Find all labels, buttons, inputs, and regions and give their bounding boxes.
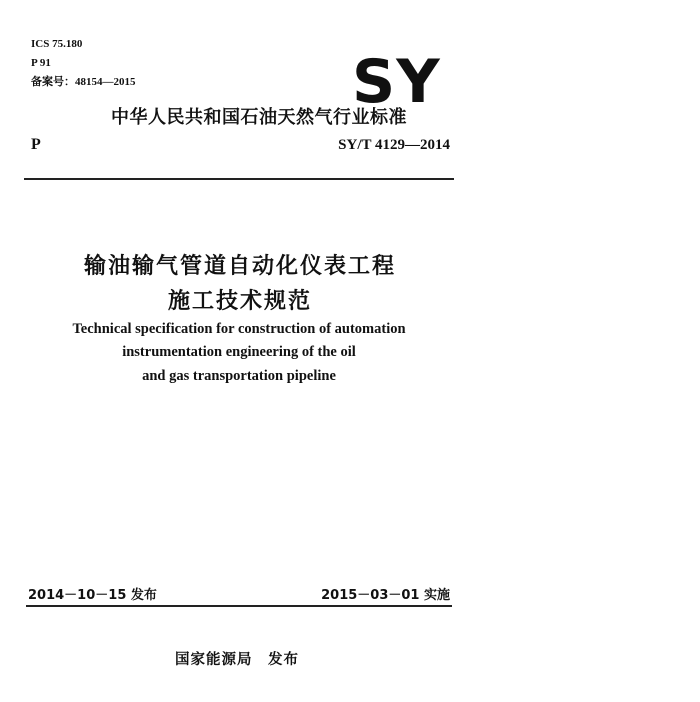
standard-title: 中华人民共和国石油天然气行业标准: [111, 107, 407, 128]
title-cn-line-2: 施工技术规范: [167, 289, 312, 314]
sy-logo: SY: [352, 47, 441, 117]
publication-date: 2014－10－15 发布: [28, 588, 157, 603]
top-divider: [24, 178, 454, 180]
standard-number: SY/T 4129—2014: [338, 137, 450, 153]
class-letter: P: [31, 136, 41, 153]
record-number: 备案号：48154—2015: [31, 76, 136, 88]
title-cn-line-1: 输油输气管道自动化仪表工程: [83, 254, 396, 279]
implementation-date: 2015－03－01 实施: [321, 588, 450, 603]
bottom-divider: [26, 605, 452, 607]
title-en-line-3: and gas transportation pipeline: [142, 368, 336, 384]
title-en-line-2: instrumentation engineering of the oil: [122, 344, 356, 360]
issuer: 国家能源局 发布: [175, 652, 299, 668]
ics-code: ICS 75.180: [31, 38, 83, 50]
title-en-line-1: Technical specification for construction of automation: [72, 321, 406, 337]
classification-code: P 91: [31, 57, 51, 69]
